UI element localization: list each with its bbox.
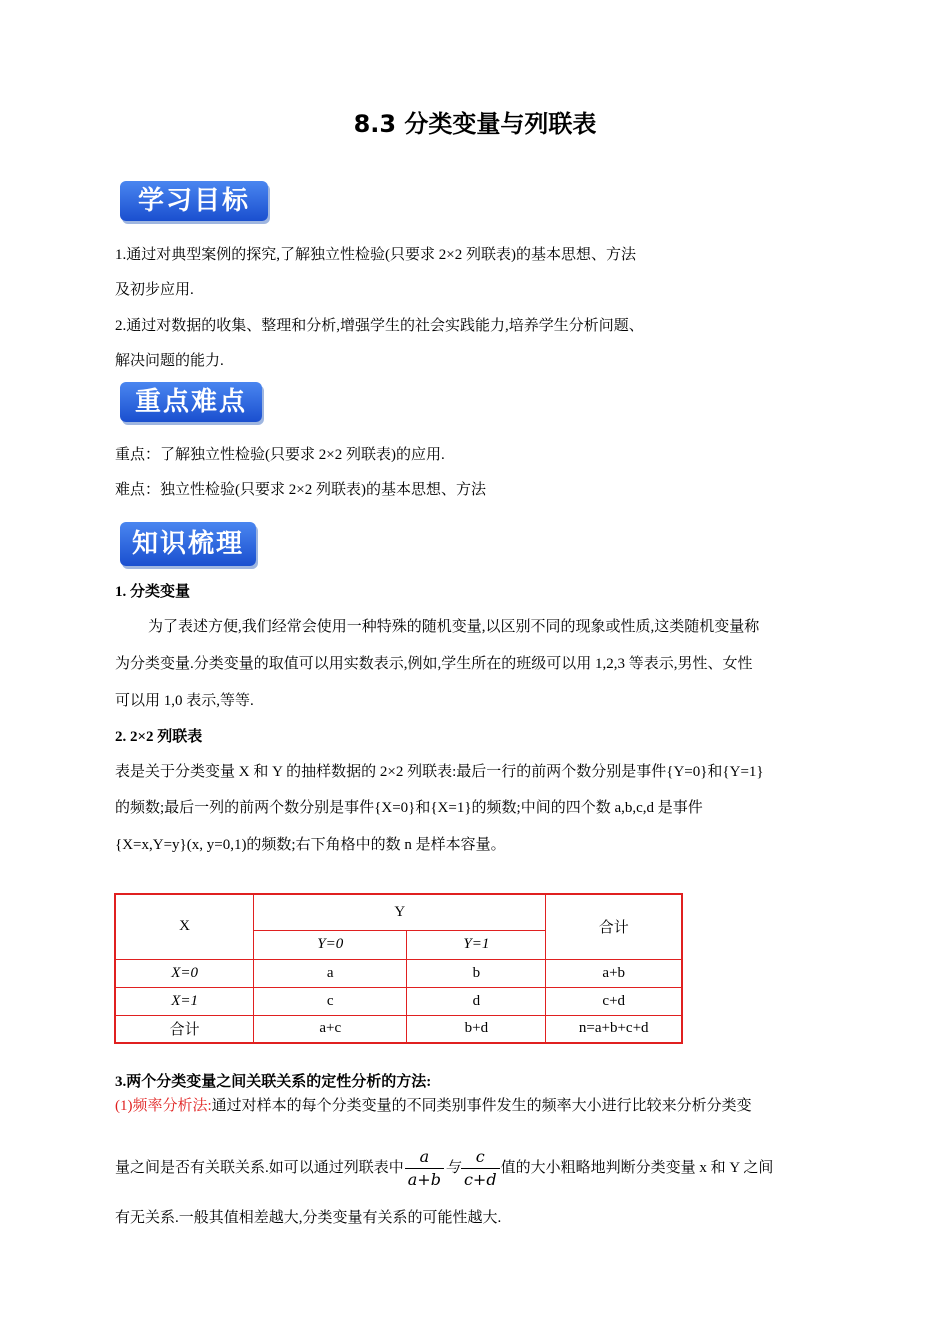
table-row [115,1015,682,1043]
between-word: 与 [444,1160,460,1176]
fraction-numerator: a [405,1146,444,1169]
contingency-table [114,893,683,1044]
section1-heading: 1. 分类变量 [115,584,191,600]
section3-heading: 3.两个分类变量之间关联关系的定性分析的方法: [115,1074,432,1090]
table-cell: a [254,959,407,987]
table-header-y1: Y=1 [407,930,546,959]
section3-line-1 [115,1096,752,1116]
page-title: 8.3 分类变量与列联表 [353,110,597,138]
table-header-y: Y [254,894,546,930]
section2-heading: 2. 2×2 列联表 [115,729,203,745]
fraction-a-over-a-plus-b [405,1146,444,1191]
fraction-denominator: c+d [463,1170,497,1190]
table-cell: a+c [254,1015,407,1043]
objective-line-2: 及初步应用. [115,282,194,298]
key-point-line: 重点：了解独立性检验(只要求 2×2 列联表)的应用. [115,447,445,463]
section1-paragraph-line-1: 为了表述方便,我们经常会使用一种特殊的随机变量,以区别不同的现象或性质,这类随机变量称 [148,619,760,635]
section1-paragraph-line-2: 为分类变量.分类变量的取值可以用实数表示,例如,学生所在的班级可以用 1,2,3 等表示,男性、女性 [115,656,753,672]
table-cell: b+d [407,1015,546,1043]
line2-after: 值的大小粗略地判断分类变量 x 和 Y 之间 [500,1160,774,1176]
method-description: 通过对样本的每个分类变量的不同类别事件发生的频率大小进行比较来分析分类变 [211,1098,752,1114]
section1-paragraph-line-3: 可以用 1,0 表示,等等. [115,693,254,709]
badge-key-points: 重点难点 [120,382,262,422]
table-cell-total: c+d [546,987,682,1015]
badge-learning-objectives: 学习目标 [120,181,268,221]
fraction-denominator: a+b [407,1170,441,1190]
section3-line-3: 有无关系.一般其值相差越大,分类变量有关系的可能性越大. [115,1210,502,1226]
section3-line-2 [115,1145,773,1191]
section2-paragraph-line-1: 表是关于分类变量 X 和 Y 的抽样数据的 2×2 列联表:最后一行的前两个数分别是事件{Y=0}和{Y=1} [115,764,764,780]
table-row-label: 合计 [115,1015,254,1043]
objective-line-1: 1.通过对典型案例的探究,了解独立性检验(只要求 2×2 列联表)的基本思想、方法 [115,247,636,263]
table-header-y0: Y=0 [254,930,407,959]
table-cell: c [254,987,407,1015]
badge-knowledge-review: 知识梳理 [120,522,256,566]
line2-before: 量之间是否有关联关系.如可以通过列联表中 [115,1160,404,1176]
method-label: (1)频率分析法: [115,1098,212,1114]
table-cell: b [407,959,546,987]
difficult-point-line: 难点：独立性检验(只要求 2×2 列联表)的基本思想、方法 [115,482,486,498]
fraction-c-over-c-plus-d [461,1146,500,1191]
objective-line-4: 解决问题的能力. [115,353,224,369]
table-row [115,959,682,987]
table-cell-total: n=a+b+c+d [546,1015,682,1043]
table-row [115,987,682,1015]
table-row-label: X=0 [115,959,254,987]
objective-line-3: 2.通过对数据的收集、整理和分析,增强学生的社会实践能力,培养学生分析问题、 [115,318,644,334]
table-cell: d [407,987,546,1015]
table-header-x: X [115,894,254,959]
section2-paragraph-line-2: 的频数;最后一列的前两个数分别是事件{X=0}和{X=1}的频数;中间的四个数 a,b,c,d 是事件 [115,800,703,816]
table-cell-total: a+b [546,959,682,987]
table-header-total: 合计 [546,894,682,959]
table-row-label: X=1 [115,987,254,1015]
section2-paragraph-line-3: {X=x,Y=y}(x, y=0,1)的频数;右下角格中的数 n 是样本容量。 [115,837,506,853]
fraction-numerator: c [461,1146,500,1169]
